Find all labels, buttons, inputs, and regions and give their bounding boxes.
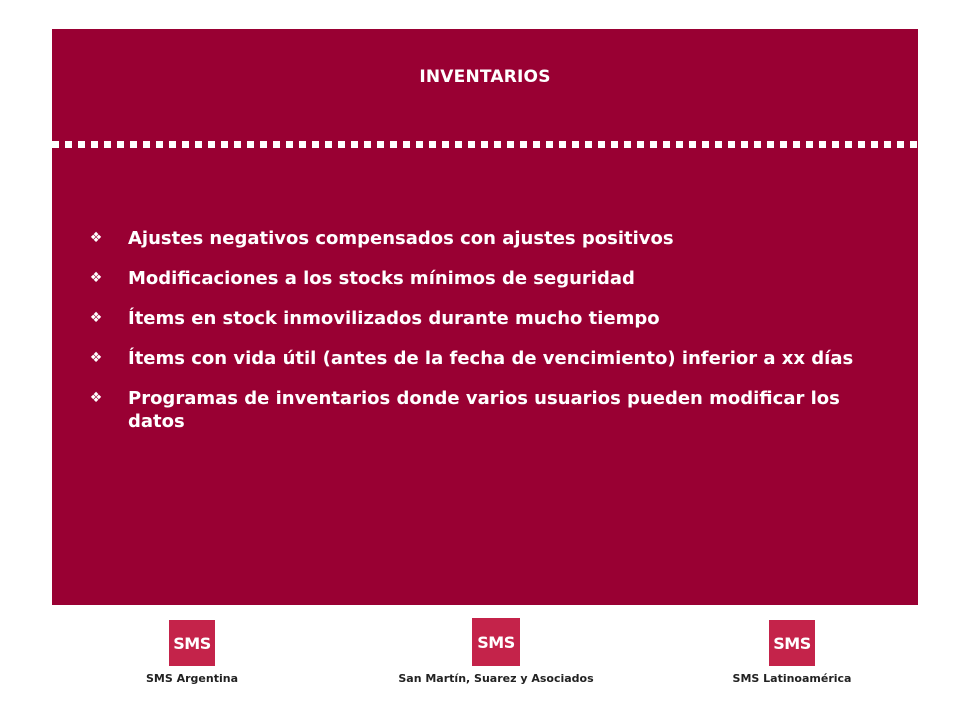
diamond-bullet-icon: ❖	[89, 350, 103, 366]
logo-caption: SMS Latinoamérica	[732, 672, 852, 685]
bullet-text: Modificaciones a los stocks mínimos de seguridad	[128, 268, 635, 289]
sms-logo-mark: SMS	[472, 618, 520, 666]
logo-sms-argentina	[92, 616, 292, 685]
bullet-text: Ítems con vida útil (antes de la fecha de vencimiento) inferior a xx días	[128, 348, 854, 369]
bullet-item	[88, 387, 888, 433]
logo-caption: SMS Argentina	[145, 672, 238, 685]
logo-san-martin-suarez	[396, 616, 596, 685]
diamond-bullet-icon: ❖	[89, 270, 103, 286]
diamond-bullet-icon: ❖	[89, 390, 103, 406]
bullet-list	[88, 227, 888, 450]
diamond-bullet-icon: ❖	[89, 230, 103, 246]
bullet-item	[88, 227, 888, 250]
diamond-bullet-icon: ❖	[89, 310, 103, 326]
dotted-divider	[52, 141, 918, 148]
bullet-text: Ítems en stock inmovilizados durante mucho tiempo	[128, 308, 660, 329]
slide-panel	[52, 29, 918, 605]
logo-caption: San Martín, Suarez y Asociados	[398, 672, 594, 685]
sms-logo-mark: SMS	[169, 620, 215, 666]
logo-sms-latinoamerica	[692, 616, 892, 685]
bullet-text: Ajustes negativos compensados con ajustes positivos	[128, 228, 674, 249]
bullet-text: Programas de inventarios donde varios usuarios pueden modificar los datos	[128, 388, 840, 432]
bullet-item	[88, 307, 888, 330]
bullet-item	[88, 267, 888, 290]
sms-logo-mark: SMS	[769, 620, 815, 666]
slide-title: INVENTARIOS	[419, 67, 551, 87]
bullet-item	[88, 347, 888, 370]
